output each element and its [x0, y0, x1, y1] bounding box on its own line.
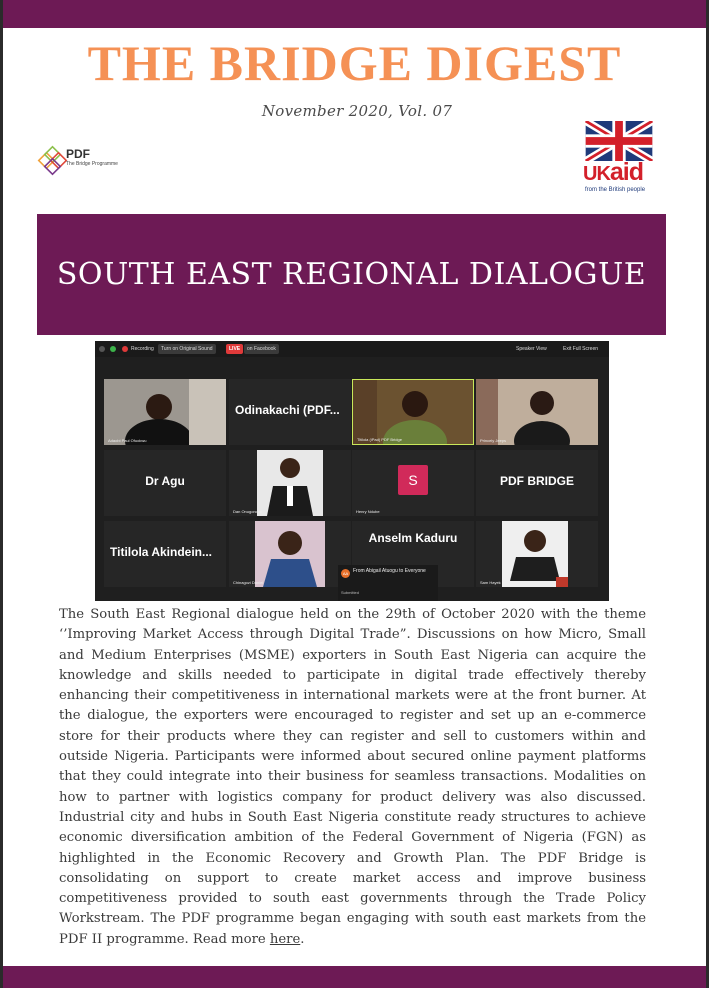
speaker-view-button: Speaker View [516, 346, 547, 352]
live-badge: LIVE [226, 344, 243, 354]
participant-tile [352, 450, 474, 516]
participant-caption: Princely Jeeps [480, 438, 507, 443]
participant-caption: Sam Hayek [480, 580, 501, 585]
zoom-toolbar [95, 341, 609, 357]
participant-caption: Chinagozi Daniel [233, 580, 264, 585]
participant-caption: Titilola (iPad) PDF Bridge [357, 437, 402, 442]
article-body [59, 605, 646, 950]
ukaid-uk: UK [583, 163, 610, 185]
participant-caption: Adaobi Paul Ofuokwu [108, 438, 147, 443]
recording-label: Recording [131, 346, 154, 352]
page-border-left [0, 0, 3, 988]
participant-tile [104, 379, 226, 445]
newsletter-title: THE BRIDGE DIGEST [87, 35, 622, 91]
chat-from: From Abigail Atuogu to Everyone [353, 568, 426, 574]
chat-notification [338, 565, 438, 601]
participant-tile [104, 521, 226, 587]
participant-video [476, 379, 598, 445]
issue-date: November 2020, Vol. 07 [261, 102, 453, 120]
participant-tile-active [352, 379, 474, 445]
chat-avatar: AA [342, 571, 349, 576]
footer-bar [3, 966, 706, 988]
section-banner [37, 214, 666, 335]
pdf-logo-icon [36, 144, 70, 178]
participant-name: Dr Agu [145, 474, 185, 488]
read-more-link[interactable]: here [269, 931, 301, 947]
participant-name: Anselm Kaduru [368, 531, 458, 545]
ukaid-wordmark [583, 158, 643, 187]
exit-fullscreen-button: Exit Full Screen [563, 346, 599, 352]
facebook-label: on Facebook [244, 344, 279, 354]
ukaid-logo [583, 121, 655, 197]
zoom-meeting-screenshot [95, 341, 609, 601]
participant-photo [476, 521, 598, 587]
pdf-logo-tagline: The Bridge Programme [66, 161, 118, 167]
participant-photo [229, 521, 351, 587]
participant-video [104, 379, 226, 445]
pdf-logo [36, 144, 116, 180]
article-end: . [300, 931, 305, 947]
participant-caption: Henry Ndube [356, 509, 380, 514]
participant-tile [476, 521, 598, 587]
ukaid-tagline: from the British people [585, 187, 646, 193]
participant-tile [476, 450, 598, 516]
section-title: SOUTH EAST REGIONAL DIALOGUE [56, 257, 647, 292]
participant-name: PDF BRIDGE [499, 474, 574, 488]
participant-photo [229, 450, 351, 516]
chat-status: Submitted [341, 590, 360, 595]
original-sound-button: Turn on Original Sound [158, 344, 216, 354]
pdf-logo-text: PDF [66, 147, 90, 161]
header-bar [3, 0, 706, 28]
participant-video [353, 380, 474, 445]
participant-tile [229, 521, 351, 587]
participant-tile [229, 450, 351, 516]
participant-tile [104, 450, 226, 516]
article-text: The South East Regional dialogue held on the 29th of October 2020 with the theme ‘’Improving Market Access through Digital Trade”. Discussions on how Micro, Small and Medium Enterprises (MSME) exporters in South East Nigeria can acquire the knowledge and skills needed to participate in digital trade effectively thereby enhancing their competitiveness in international markets were at the front burner. At the dialogue, the exporters were encouraged to register and set up an e-commerce store for their products where they can register and sell to customers within and outside Nigeria. Participants were informed about secured online payment platforms that they could integrate into their business for seamless transactions. Modalities on how to partner with logistics company for product delivery was also discussed. Industrial city and hubs in South East Nigeria constitute ready structures to achieve economic diversification ambition of the Federal Government of Nigeria (FGN) as highlighted in the Economic Recovery and Growth Plan. The PDF Bridge is consolidating on support to create market access and improve business competitiveness provided to south east governments through the Trade Policy Workstream. The PDF programme began engaging with south east markets from the PDF II programme. Read more [59, 607, 646, 947]
participant-tile [476, 379, 598, 445]
participant-initial: S [408, 472, 418, 488]
union-jack-icon [585, 121, 653, 161]
ukaid-aid: aid [609, 158, 644, 186]
shield-icon [110, 346, 116, 352]
info-icon [99, 346, 105, 352]
participant-name: Titilola Akindein... [110, 545, 213, 559]
participant-tile [229, 379, 351, 445]
participant-caption: Dan Onugononu [233, 509, 263, 514]
participant-name: Odinakachi (PDF... [235, 403, 340, 417]
